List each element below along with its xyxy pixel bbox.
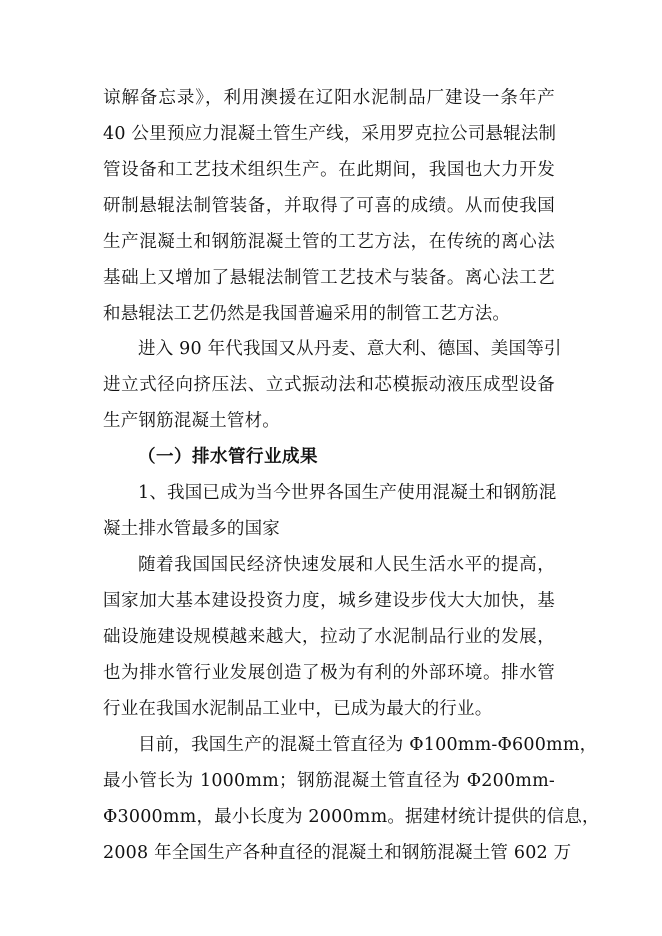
- paragraph-1-line-4: 研制悬辊法制管装备，并取得了可喜的成绩。从而使我国: [103, 196, 555, 216]
- paragraph-3-line-1: 随着我国国民经济快速发展和人民生活水平的提高，: [138, 555, 555, 575]
- paragraph-4-line-2: 最小管长为 1000mm；钢筋混凝土管直径为 Φ200mm-: [103, 771, 555, 791]
- item-1-line-2: 凝土排水管最多的国家: [103, 519, 280, 539]
- paragraph-3-line-2: 国家加大基本建设投资力度，城乡建设步伐大大加快，基: [103, 591, 555, 611]
- paragraph-4-line-1: 目前，我国生产的混凝土管直径为 Φ100mm-Φ600mm，: [138, 735, 598, 755]
- paragraph-4-line-3: Φ3000mm，最小长度为 2000mm。据建材统计提供的信息，: [103, 807, 600, 827]
- paragraph-1-line-2: 40 公里预应力混凝土管生产线，采用罗克拉公司悬辊法制: [103, 124, 557, 144]
- paragraph-1-line-6: 基础上又增加了悬辊法制管工艺技术与装备。离心法工艺: [103, 268, 555, 288]
- paragraph-3-line-3: 础设施建设规模越来越大，拉动了水泥制品行业的发展，: [103, 627, 555, 647]
- paragraph-3-line-4: 也为排水管行业发展创造了极为有利的外部环境。排水管: [103, 663, 555, 683]
- paragraph-1-line-5: 生产混凝土和钢筋混凝土管的工艺方法，在传统的离心法: [103, 232, 555, 252]
- paragraph-1-line-3: 管设备和工艺技术组织生产。在此期间，我国也大力开发: [103, 160, 555, 180]
- paragraph-1-line-1: 谅解备忘录》，利用澳援在辽阳水泥制品厂建设一条年产: [103, 88, 555, 108]
- paragraph-1-line-7: 和悬辊法工艺仍然是我国普遍采用的制管工艺方法。: [103, 304, 511, 324]
- paragraph-4-line-4: 2008 年全国生产各种直径的混凝土和钢筋混凝土管 602 万: [103, 843, 572, 863]
- paragraph-2-line-2: 进立式径向挤压法、立式振动法和芯模振动液压成型设备: [103, 375, 555, 395]
- paragraph-2-line-1: 进入 90 年代我国又从丹麦、意大利、德国、美国等引: [138, 339, 562, 359]
- item-1-line-1: 1、我国已成为当今世界各国生产使用混凝土和钢筋混: [138, 483, 557, 503]
- paragraph-2-line-3: 生产钢筋混凝土管材。: [103, 411, 280, 431]
- section-heading: （一）排水管行业成果: [138, 447, 318, 467]
- paragraph-3-line-5: 行业在我国水泥制品工业中，已成为最大的行业。: [103, 699, 493, 719]
